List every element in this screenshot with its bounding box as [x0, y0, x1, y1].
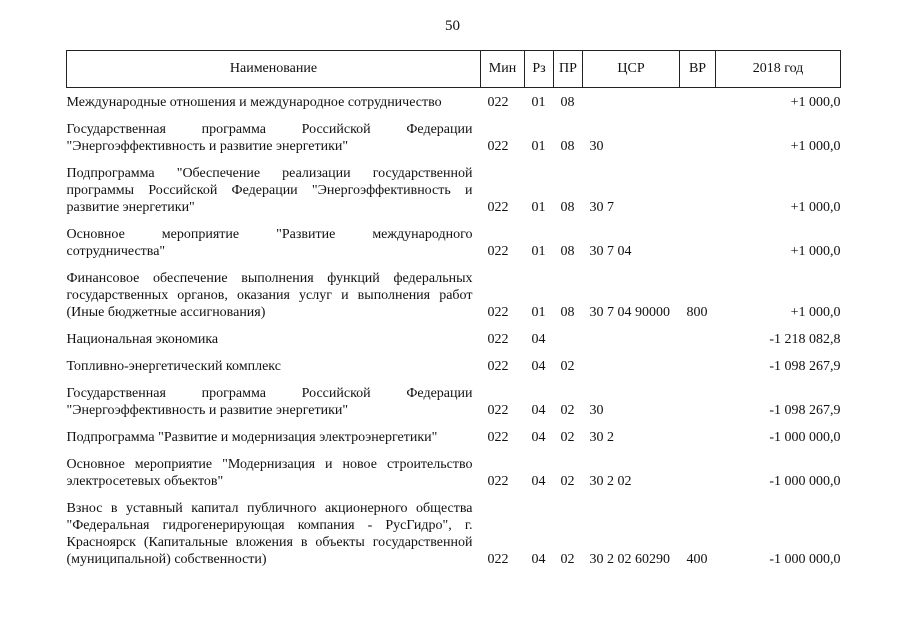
cell-rz: 04 — [531, 552, 546, 567]
cell-name: Подпрограмма "Развитие и модернизация электроэнергетики" — [66, 430, 438, 445]
cell-name: Государственная программа Российской Федерации "Энергоэффективность и развитие энергетики" — [66, 386, 473, 418]
cell-vr — [680, 419, 716, 446]
cell-vr — [680, 348, 716, 375]
cell-amount: -1 218 082,8 — [769, 332, 841, 347]
cell-amount: -1 000 000,0 — [769, 430, 841, 445]
cell-vr — [680, 321, 716, 348]
cell-vr — [680, 375, 716, 419]
cell-name: Основное мероприятие "Развитие международного сотрудничества" — [66, 227, 473, 259]
cell-amount: +1 000,0 — [790, 95, 841, 110]
table-body — [67, 88, 841, 569]
cell-rz: 04 — [531, 474, 546, 489]
cell-min: 022 — [487, 332, 509, 347]
cell-name: Государственная программа Российской Федерации "Энергоэффективность и развитие энергетики" — [66, 122, 473, 154]
table-row — [67, 446, 841, 490]
table-row — [67, 155, 841, 216]
header-min: Мин — [481, 51, 525, 88]
cell-name: Международные отношения и международное сотрудничество — [66, 95, 442, 110]
cell-vr: 800 — [686, 305, 708, 320]
cell-pr: 08 — [560, 139, 575, 154]
cell-rz: 01 — [531, 244, 546, 259]
cell-amount: +1 000,0 — [790, 139, 841, 154]
cell-min: 022 — [487, 200, 509, 215]
page-number: 50 — [445, 18, 460, 34]
cell-amount: -1 098 267,9 — [769, 403, 841, 418]
cell-csr: 30 7 04 90000 — [589, 305, 670, 320]
header-vr: ВР — [680, 51, 716, 88]
cell-min: 022 — [487, 474, 509, 489]
table-row — [67, 321, 841, 348]
cell-rz: 01 — [531, 305, 546, 320]
cell-csr: 30 — [589, 403, 604, 418]
header-year: 2018 год — [716, 51, 841, 88]
cell-min: 022 — [487, 552, 509, 567]
cell-name: Подпрограмма "Обеспечение реализации государственной программы Российской Федерации "Энергоэффективность и развитие энергетики" — [66, 166, 473, 215]
cell-pr: 02 — [560, 552, 575, 567]
table-row — [67, 88, 841, 112]
cell-vr — [680, 88, 716, 112]
cell-pr: 02 — [560, 474, 575, 489]
cell-csr — [583, 348, 680, 375]
cell-vr — [680, 216, 716, 260]
cell-name: Взнос в уставный капитал публичного акционерного общества "Федеральная гидрогенерирующая компания - РусГидро", г. Красноярск (Капитальные вложения в объекты государственной (муниципальной) собственности) — [66, 501, 473, 567]
table-row — [67, 260, 841, 321]
table-row — [67, 490, 841, 568]
cell-min: 022 — [487, 359, 509, 374]
cell-name: Финансовое обеспечение выполнения функций федеральных государственных органов, оказания услуг и выполнения работ (Иные бюджетные ассигнования) — [66, 271, 473, 320]
header-name: Наименование — [67, 51, 481, 88]
header-rz: Рз — [525, 51, 554, 88]
budget-table — [66, 50, 841, 568]
cell-csr: 30 2 02 60290 — [589, 552, 670, 567]
cell-rz: 01 — [531, 200, 546, 215]
cell-min: 022 — [487, 139, 509, 154]
cell-csr: 30 — [589, 139, 604, 154]
cell-pr: 02 — [560, 430, 575, 445]
cell-csr: 30 7 — [589, 200, 614, 215]
cell-name: Основное мероприятие "Модернизация и новое строительство электросетевых объектов" — [66, 457, 473, 489]
cell-rz: 04 — [531, 430, 546, 445]
cell-rz: 04 — [531, 403, 546, 418]
cell-amount: +1 000,0 — [790, 305, 841, 320]
table-row — [67, 375, 841, 419]
table-row — [67, 348, 841, 375]
header-pr: ПР — [554, 51, 583, 88]
cell-vr — [680, 111, 716, 155]
cell-min: 022 — [487, 430, 509, 445]
cell-pr: 08 — [560, 244, 575, 259]
cell-name: Топливно-энергетический комплекс — [66, 359, 281, 374]
cell-pr: 08 — [560, 95, 575, 110]
cell-amount: +1 000,0 — [790, 200, 841, 215]
cell-rz: 04 — [531, 332, 546, 347]
cell-pr — [554, 321, 583, 348]
cell-pr: 08 — [560, 200, 575, 215]
table-row — [67, 419, 841, 446]
cell-min: 022 — [487, 403, 509, 418]
cell-pr: 08 — [560, 305, 575, 320]
cell-csr: 30 7 04 — [589, 244, 632, 259]
cell-amount: +1 000,0 — [790, 244, 841, 259]
cell-rz: 01 — [531, 139, 546, 154]
cell-name: Национальная экономика — [66, 332, 219, 347]
cell-vr — [680, 446, 716, 490]
cell-pr: 02 — [560, 359, 575, 374]
cell-rz: 04 — [531, 359, 546, 374]
cell-vr: 400 — [686, 552, 708, 567]
cell-rz: 01 — [531, 95, 546, 110]
cell-min: 022 — [487, 305, 509, 320]
cell-csr: 30 2 02 — [589, 474, 632, 489]
cell-csr: 30 2 — [589, 430, 614, 445]
table-header-row — [67, 51, 841, 88]
cell-min: 022 — [487, 95, 509, 110]
cell-vr — [680, 155, 716, 216]
cell-amount: -1 098 267,9 — [769, 359, 841, 374]
table-row — [67, 111, 841, 155]
header-csr: ЦСР — [583, 51, 680, 88]
table-row — [67, 216, 841, 260]
cell-min: 022 — [487, 244, 509, 259]
cell-pr: 02 — [560, 403, 575, 418]
cell-csr — [583, 88, 680, 112]
cell-amount: -1 000 000,0 — [769, 552, 841, 567]
cell-csr — [583, 321, 680, 348]
cell-amount: -1 000 000,0 — [769, 474, 841, 489]
